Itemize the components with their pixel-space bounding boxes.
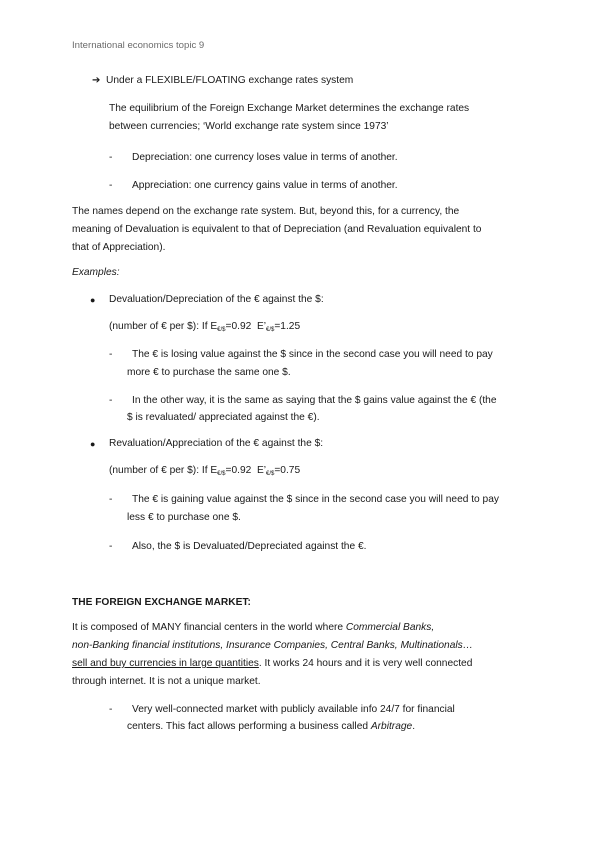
example-2-rate: (number of € per $): If $E_{€/\$}=0.92$ $E’_{€/\$}=0.75$ bbox=[109, 465, 301, 477]
dash-marker: - bbox=[109, 349, 113, 360]
dash-marker: - bbox=[109, 152, 113, 163]
examples-label: Examples: bbox=[72, 267, 120, 278]
page-header: International economics topic 9 bbox=[72, 40, 205, 51]
names-line-2: meaning of Devaluation is equivalent to that of Depreciation (and Revaluation equivalent to bbox=[72, 224, 482, 235]
equilibrium-line-2: between currencies; ‘World exchange rate system since 1973’ bbox=[109, 121, 389, 132]
dash-marker: - bbox=[109, 494, 113, 505]
example-1-rate: (number of € per $): If $E_{€/\$}=0.92$ $E’_{€/\$}=1.25$ bbox=[109, 321, 301, 333]
flexible-system-text: Under a FLEXIBLE/FLOATING exchange rates system bbox=[106, 75, 354, 86]
appreciation-definition: Appreciation: one currency gains value in terms of another. bbox=[132, 180, 398, 191]
fx-paragraph-line-3: sell and buy currencies in large quantities. It works 24 hours and it is very well connected bbox=[72, 658, 473, 669]
bullet-icon: ● bbox=[90, 295, 96, 305]
example-2-also-line: Also, the $ is Devaluated/Depreciated against the €. bbox=[132, 541, 367, 552]
names-line-1: The names depend on the exchange rate system. But, beyond this, for a currency, the bbox=[72, 206, 460, 217]
example-1-title: Devaluation/Depreciation of the € against the $: bbox=[109, 294, 324, 305]
fx-market-heading: THE FOREIGN EXCHANGE MARKET: bbox=[72, 597, 251, 608]
example-2-gaining-line-2: less € to purchase one $. bbox=[127, 512, 241, 523]
dash-marker: - bbox=[109, 541, 113, 552]
example-2-title: Revaluation/Appreciation of the € against the $: bbox=[109, 438, 324, 449]
example-1-other-way-line-2: $ is revaluated/ appreciated against the €). bbox=[127, 412, 320, 423]
example-1-losing-line-2: more € to purchase the same one $. bbox=[127, 367, 291, 378]
bullet-icon: ● bbox=[90, 439, 96, 449]
dash-marker: - bbox=[109, 704, 113, 715]
arrow-right-icon: ➔ bbox=[92, 75, 101, 86]
fx-paragraph-line-4: through internet. It is not a unique market. bbox=[72, 676, 261, 687]
dash-marker: - bbox=[109, 180, 113, 191]
fx-paragraph-line-1: It is composed of MANY financial centers in the world where Commercial Banks, bbox=[72, 622, 435, 633]
fx-paragraph-line-2: non-Banking financial institutions, Insurance Companies, Central Banks, Multinationals… bbox=[72, 640, 473, 651]
example-1-other-way-line-1: In the other way, it is the same as saying that the $ gains value against the € (the bbox=[132, 395, 497, 406]
example-2-gaining-line-1: The € is gaining value against the $ since in the second case you will need to pay bbox=[132, 494, 499, 505]
flexible-system-heading bbox=[92, 75, 353, 86]
dash-marker: - bbox=[109, 395, 113, 406]
equilibrium-line-1: The equilibrium of the Foreign Exchange Market determines the exchange rates bbox=[109, 103, 470, 114]
fx-well-connected-line-2: centers. This fact allows performing a business called Arbitrage. bbox=[127, 721, 416, 732]
example-1-losing-line-1: The € is losing value against the $ since in the second case you will need to pay bbox=[132, 349, 493, 360]
fx-well-connected-line-1: Very well-connected market with publicly available info 24/7 for financial bbox=[132, 704, 455, 715]
names-line-3: that of Appreciation). bbox=[72, 242, 166, 253]
depreciation-definition: Depreciation: one currency loses value in terms of another. bbox=[132, 152, 398, 163]
